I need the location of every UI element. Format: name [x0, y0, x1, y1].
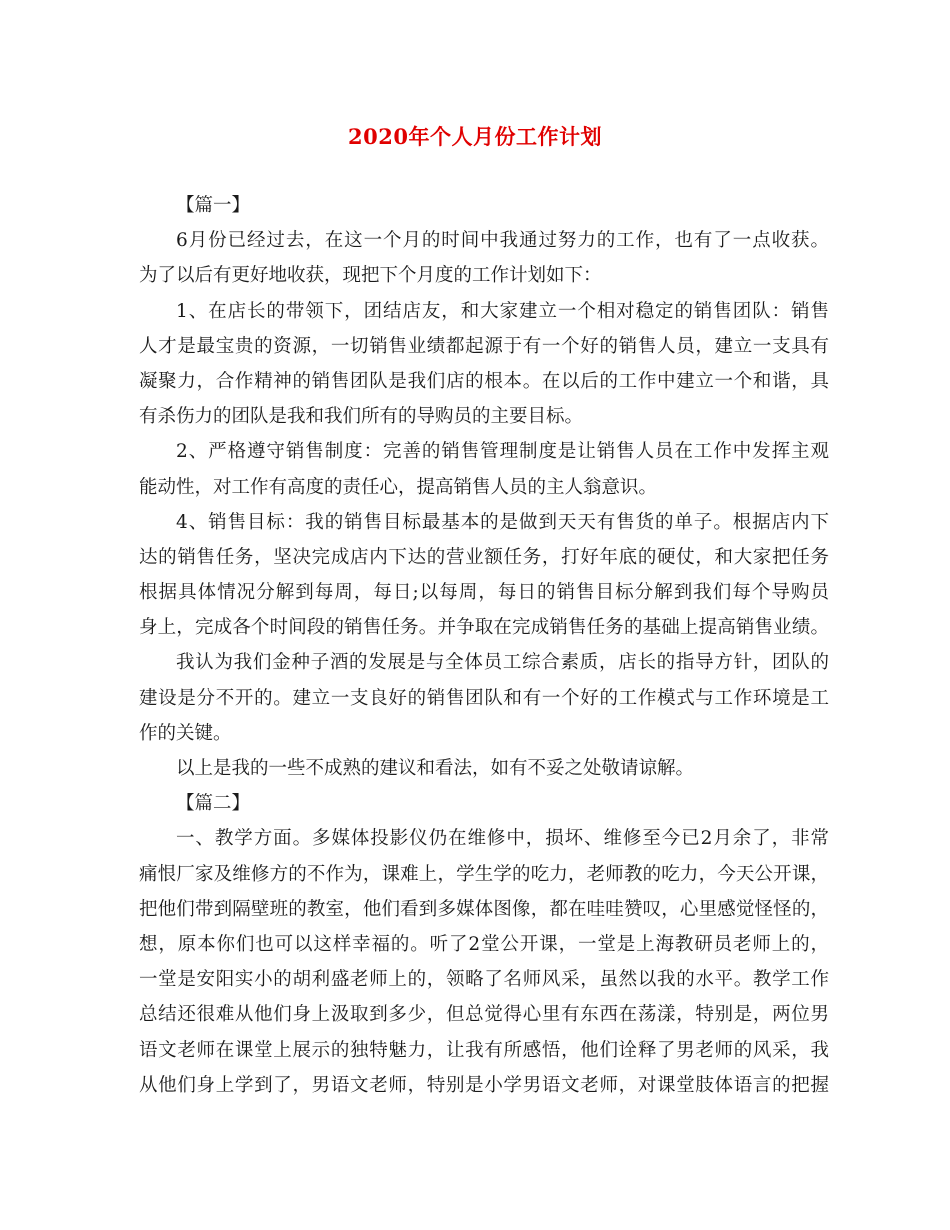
text-line: 身上，完成各个时间段的销售任务。并争取在完成销售任务的基础上提高销售业绩。 [139, 617, 829, 639]
text-line: 有杀伤力的团队是我和我们所有的导购员的主要目标。 [139, 406, 584, 428]
text-line: 4、销售目标：我的销售目标最基本的是做到天天有售货的单子。根据店内下 [176, 511, 829, 533]
text-line: 人才是最宝贵的资源，一切销售业绩都起源于有一个好的销售人员，建立一支具有 [139, 335, 829, 357]
text-line: 把他们带到隔壁班的教室，他们看到多媒体图像，都在哇哇赞叹，心里感觉怪怪的， [139, 898, 829, 920]
text-line: 作的关键。 [139, 722, 232, 744]
text-line: 总结还很难从他们身上汲取到多少，但总觉得心里有东西在荡漾，特别是，两位男 [139, 1004, 829, 1026]
document-title: 2020年个人月份工作计划 [348, 124, 602, 149]
text-line: 2、严格遵守销售制度：完善的销售管理制度是让销售人员在工作中发挥主观 [176, 441, 829, 463]
text-line: 【篇一】 [176, 195, 251, 216]
text-line: 根据具体情况分解到每周，每日;以每周，每日的销售目标分解到我们每个导购员 [139, 582, 829, 604]
text-line: 凝聚力，合作精神的销售团队是我们店的根本。在以后的工作中建立一个和谐，具 [139, 370, 829, 392]
text-line: 从他们身上学到了，男语文老师，特别是小学男语文老师，对课堂肢体语言的把握 [139, 1074, 829, 1096]
text-line: 6月份已经过去，在这一个月的时间中我通过努力的工作，也有了一点收获。 [176, 230, 829, 252]
document-body [139, 188, 829, 1103]
text-line: 痛恨厂家及维修方的不作为，课难上，学生学的吃力，老师教的吃力，今天公开课， [139, 863, 829, 885]
text-line: 1、在店长的带领下，团结店友，和大家建立一个相对稳定的销售团队：销售 [176, 300, 829, 322]
text-line: 以上是我的一些不成熟的建议和看法，如有不妥之处敬请谅解。 [176, 758, 695, 779]
text-line: 能动性，对工作有高度的责任心，提高销售人员的主人翁意识。 [139, 476, 658, 498]
text-line: 一堂是安阳实小的胡利盛老师上的，领略了名师风采，虽然以我的水平。教学工作 [139, 969, 829, 991]
text-line: 一、教学方面。多媒体投影仪仍在维修中，损坏、维修至今已2月余了，非常 [176, 828, 829, 850]
text-line: 达的销售任务，坚决完成店内下达的营业额任务，打好年底的硬仗，和大家把任务 [139, 546, 829, 568]
text-line: 想，原本你们也可以这样幸福的。听了2堂公开课，一堂是上海教研员老师上的， [139, 933, 829, 955]
text-line: 为了以后有更好地收获，现把下个月度的工作计划如下： [139, 265, 602, 287]
text-line: 建设是分不开的。建立一支良好的销售团队和有一个好的工作模式与工作环境是工 [139, 687, 829, 709]
text-line: 【篇二】 [176, 793, 251, 815]
text-line: 我认为我们金种子酒的发展是与全体员工综合素质，店长的指导方针，团队的 [176, 652, 829, 674]
text-line: 语文老师在课堂上展示的独特魅力，让我有所感悟，他们诠释了男老师的风采，我 [139, 1039, 829, 1061]
